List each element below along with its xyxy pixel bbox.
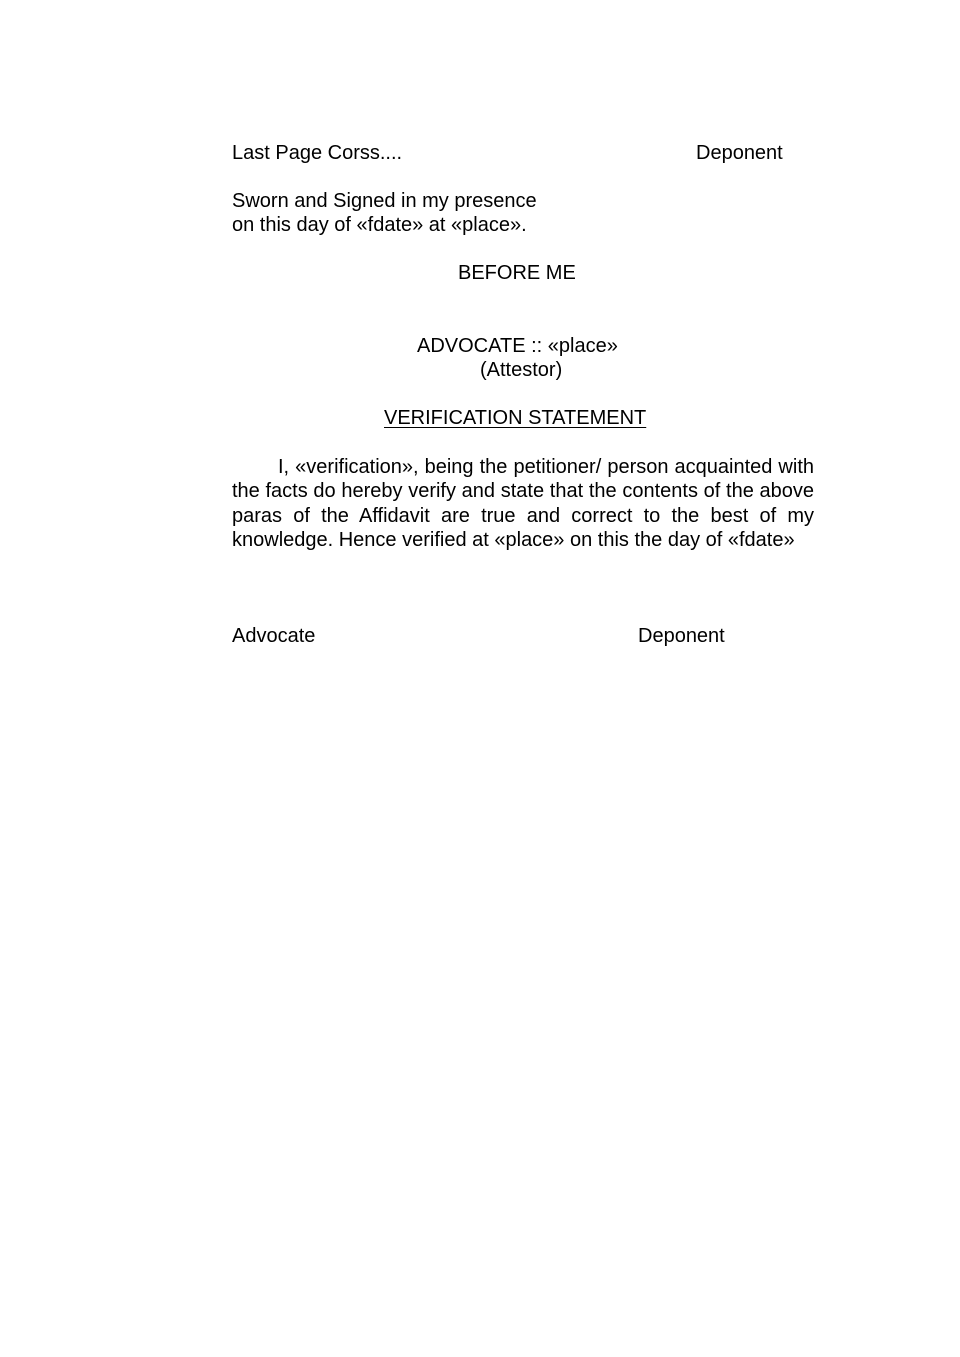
verification-body: I, «verification», being the petitioner/ person acquainted with the facts do hereby verify and state that the contents of the above paras of the Affidavit are true and correct to the best of my knowledge. Hence verified at «place» on this the day of «fdate» [232,456,814,552]
sworn-line-2: on this day of «fdate» at «place». [232,214,527,236]
verification-title: VERIFICATION STATEMENT [384,407,647,429]
last-page-label: Last Page Corss.... [232,142,403,164]
attestor-advocate-line: ADVOCATE :: «place» [417,335,618,357]
before-me-heading: BEFORE ME [458,262,576,284]
sworn-line-1: Sworn and Signed in my presence [232,190,537,212]
deponent-signature-label: Deponent [638,625,725,647]
verification-paragraph [232,455,814,553]
advocate-signature-label: Advocate [232,625,316,647]
deponent-label-top: Deponent [696,142,783,164]
attestor-role: (Attestor) [480,359,563,381]
